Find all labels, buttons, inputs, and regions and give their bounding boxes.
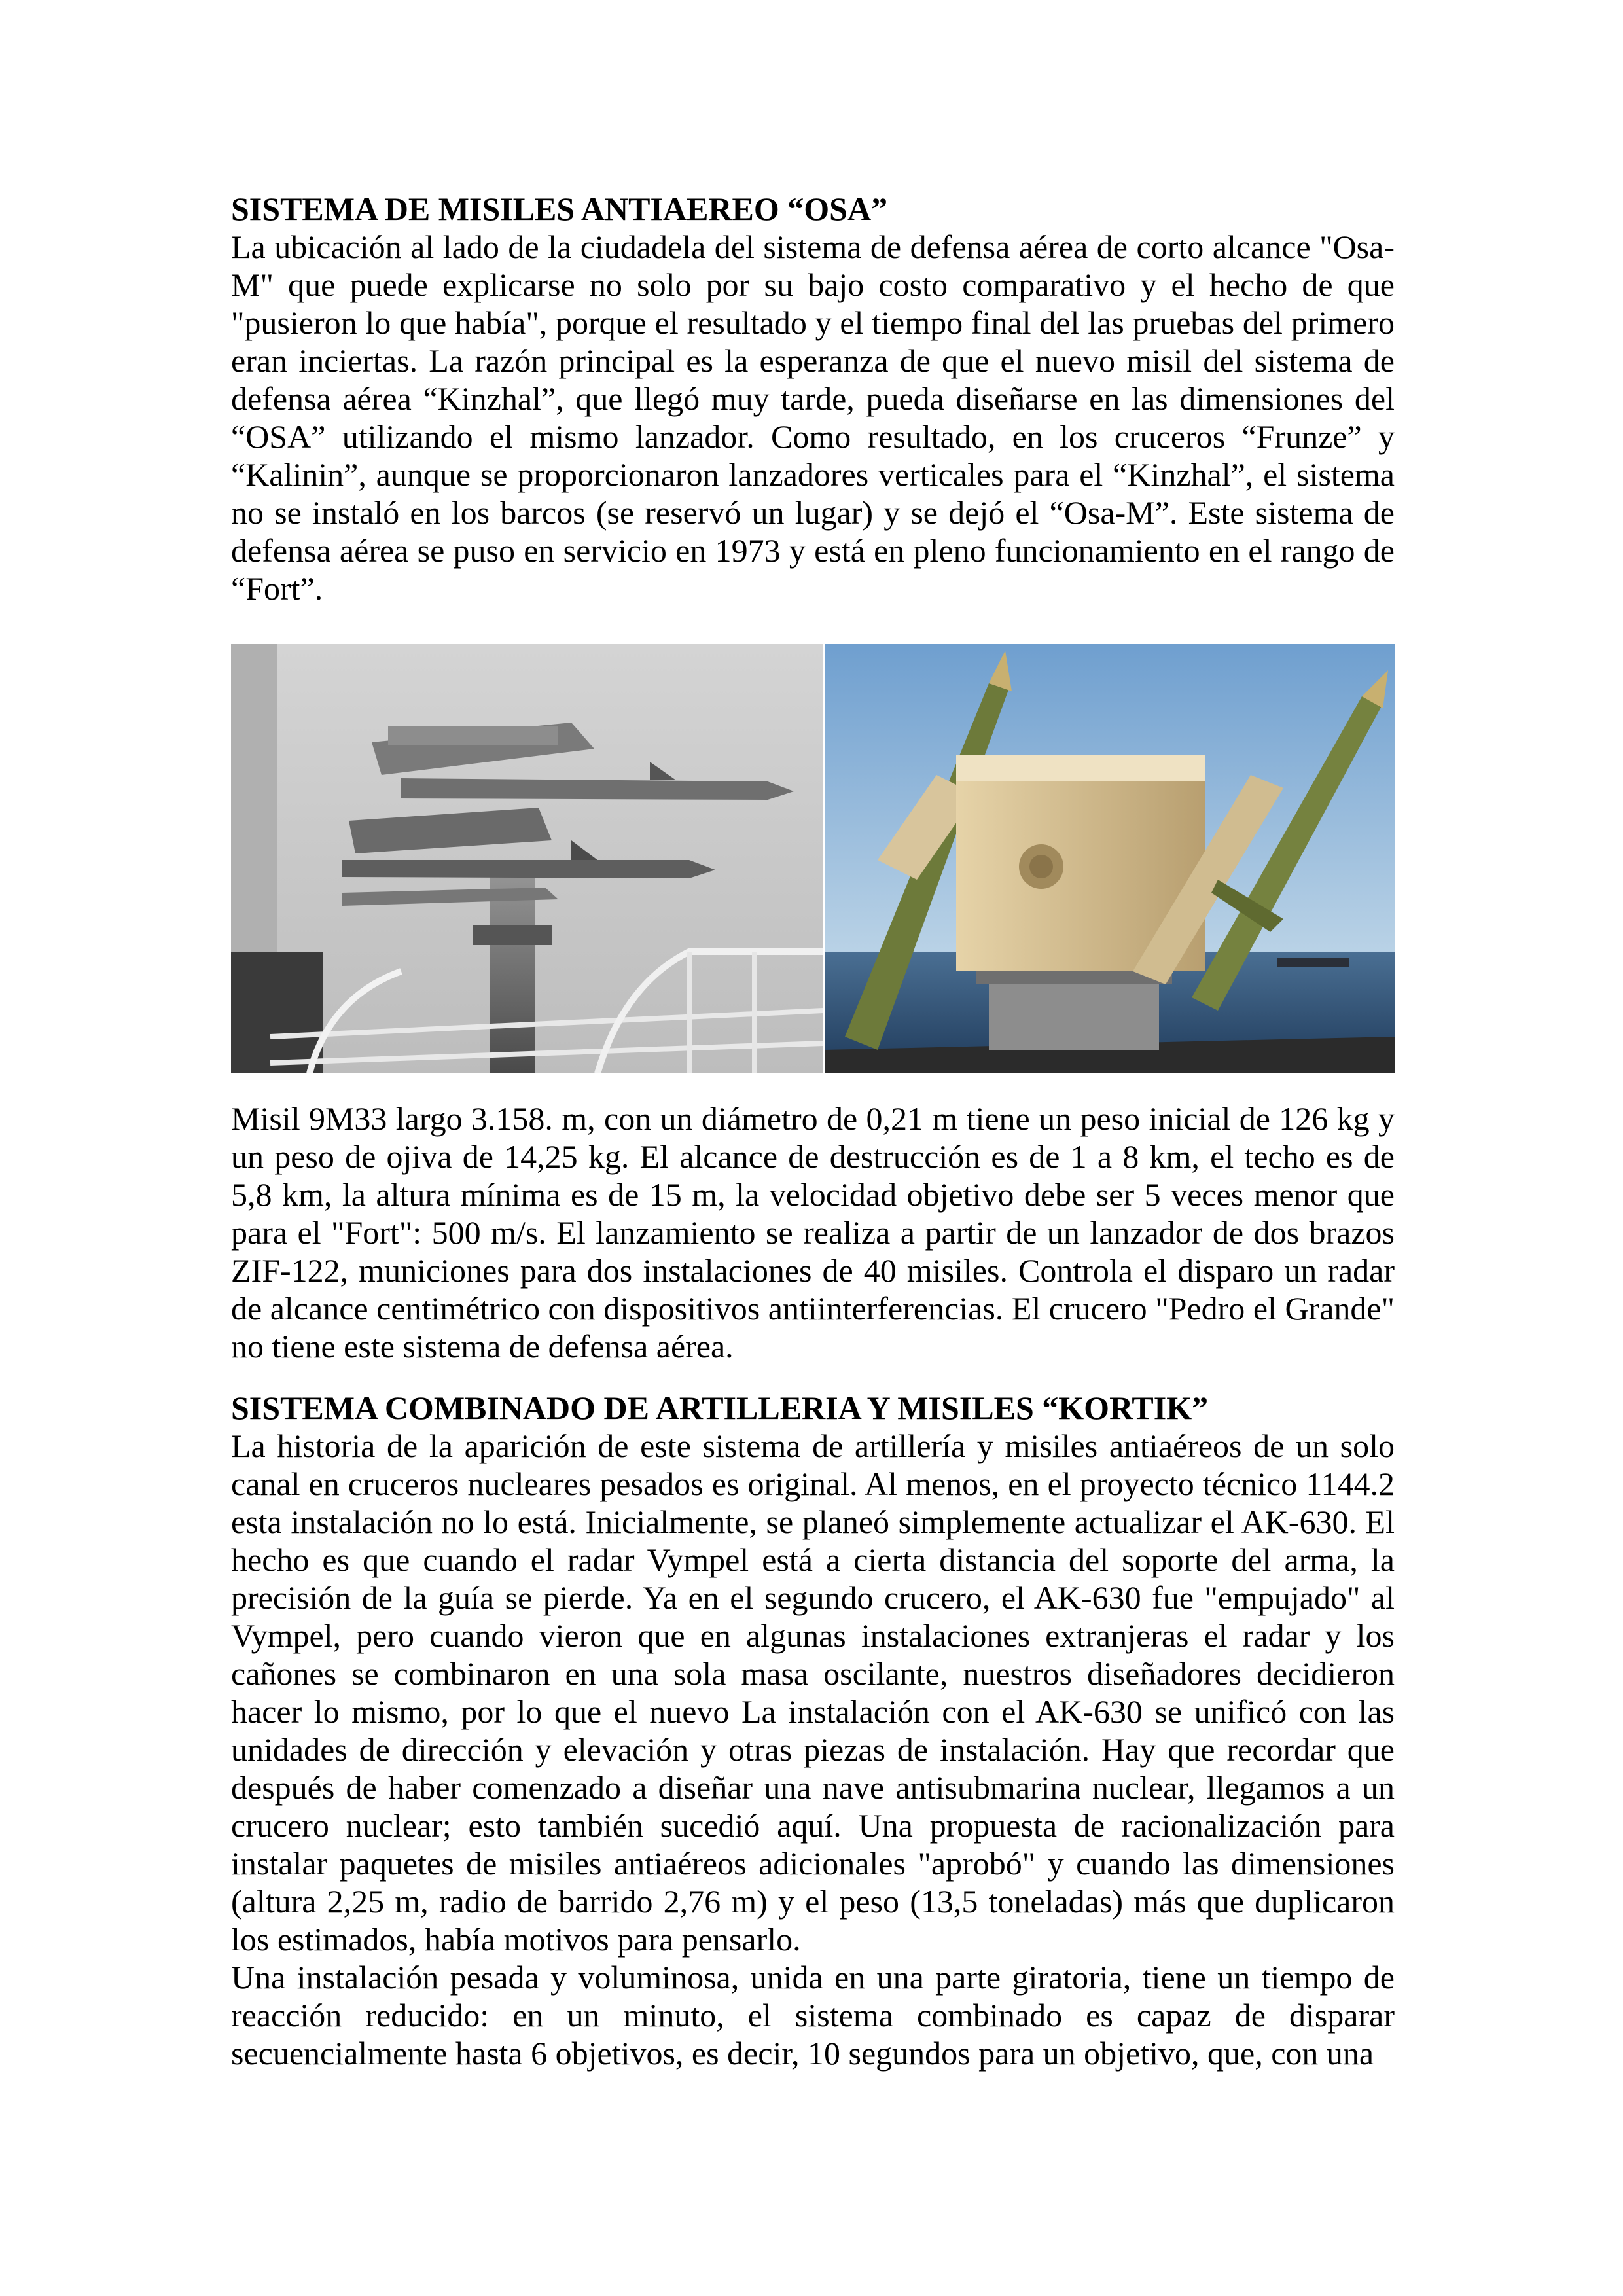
photo-osa-launcher-bw (231, 644, 823, 1073)
photo-row (231, 644, 1395, 1073)
paragraph-kortik-history: La historia de la aparición de este sistema de artillería y misiles antiaéreos de un solo canal en cruceros nucleares pesados es original. Al menos, en el proyecto técnico 1144.2 esta instalación no lo está. Inicialmente, se planeó simplemente actualizar el AK-630. El hecho es que cuando el radar Vympel está a cierta distancia del soporte del arma, la precisión de la guía se pierde. Ya en el segundo crucero, el AK-630 fue "empujado" al Vympel, pero cuando vieron que en algunas instalaciones extranjeras el radar y los cañones se combinaron en una sola masa oscilante, nuestros diseñadores decidieron hacer lo mismo, por lo que el nuevo La instalación con el AK-630 se unificó con las unidades de dirección y elevación y otras piezas de instalación. Hay que recordar que después de haber comenzado a diseñar una nave antisubmarina nuclear, llegamos a un crucero nuclear; esto también sucedió aquí. Una propuesta de racionalización para instalar paquetes de misiles antiaéreos adicionales "aprobó" y cuando las dimensiones (altura 2,25 m, radio de barrido 2,76 m) y el peso (13,5 toneladas) más que duplicaron los estimados, había motivos para pensarlo. (231, 1427, 1395, 1958)
paragraph-kortik-reaction: Una instalación pesada y voluminosa, unida en una parte giratoria, tiene un tiempo de reacción reducido: en un minuto, el sistema combinado es capaz de disparar secuencialmente hasta 6 objetivos, es decir, 10 segundos para un objetivo, que, con una (231, 1959, 1395, 2072)
paragraph-missile-specs: Misil 9M33 largo 3.158. m, con un diámetro de 0,21 m tiene un peso inicial de 126 kg y un peso de ojiva de 14,25 kg. El alcance de destrucción es de 1 a 8 km, el techo es de 5,8 km, la altura mínima es de 15 m, la velocidad objetivo debe ser 5 veces menor que para el "Fort": 500 m/s. El lanzamiento se realiza a partir de un lanzador de dos brazos ZIF-122, municiones para dos instalaciones de 40 misiles. Controla el disparo un radar de alcance centimétrico con dispositivos antiinterferencias. El crucero "Pedro el Grande" no tiene este sistema de defensa aérea. (231, 1100, 1395, 1365)
photo-osa-launcher-color (825, 644, 1395, 1073)
document-page (231, 190, 1395, 2072)
section-heading-kortik: SISTEMA COMBINADO DE ARTILLERIA Y MISILES “KORTIK” (231, 1390, 1209, 1426)
paragraph-osa-intro: La ubicación al lado de la ciudadela del sistema de defensa aérea de corto alcance "Osa-M" que puede explicarse no solo por su bajo costo comparativo y el hecho de que "pusieron lo que había", porque el resultado y el tiempo final del las pruebas del primero eran inciertas. La razón principal es la esperanza de que el nuevo misil del sistema de defensa aérea “Kinzhal”, que llegó muy tarde, pueda diseñarse en las dimensiones del “OSA” utilizando el mismo lanzador. Como resultado, en los cruceros “Frunze” y “Kalinin”, aunque se proporcionaron lanzadores verticales para el “Kinzhal”, el sistema no se instaló en los barcos (se reservó un lugar) y se dejó el “Osa-M”. Este sistema de defensa aérea se puso en servicio en 1973 y está en pleno funcionamiento en el rango de “Fort”. (231, 228, 1395, 607)
section-heading-osa: SISTEMA DE MISILES ANTIAEREO “OSA” (231, 190, 888, 227)
section-gap (231, 1365, 1395, 1389)
